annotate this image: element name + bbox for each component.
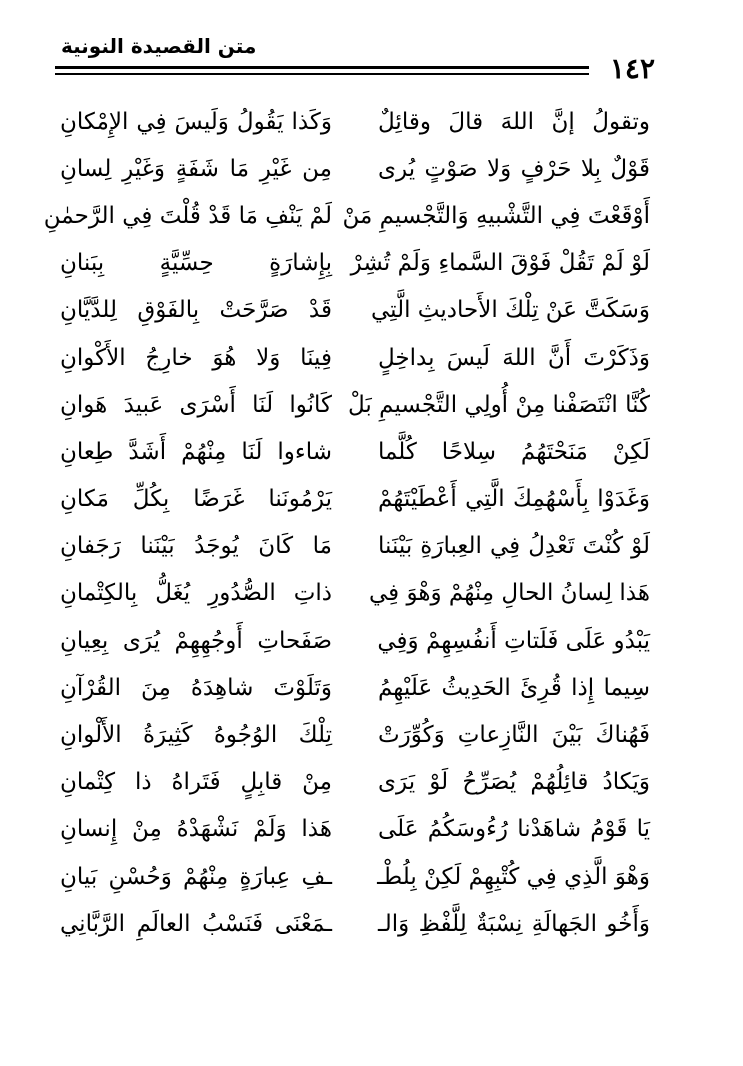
verse-row xyxy=(43,192,650,239)
verse-second-hemistich: بِإِشارَةٍ حِسِّيَّةٍ بِبَنانِ xyxy=(60,250,332,277)
verse-row xyxy=(60,145,650,192)
verse-first-hemistich: أَوْقَعْتَ فِي التَّشْبيهِ وَالتَّجْسيمِ مَنْ xyxy=(342,202,650,229)
verse-first-hemistich: وَهْوَ الَّذِي فِي كُتْبِهِمْ لَكِنْ بِلُطْـ xyxy=(377,863,650,890)
verse-row xyxy=(60,570,650,617)
verse-second-hemistich: هَذا وَلَمْ نَشْهَدْهُ مِنْ إِنسانِ xyxy=(60,816,332,843)
verse-first-hemistich: وَذَكَرْتَ أَنَّ اللهَ لَيسَ بِداخِلٍ xyxy=(378,344,650,371)
verse-first-hemistich: قَوْلٌ بِلا حَرْفٍ وَلا صَوْتٍ يُرى xyxy=(378,155,650,182)
verse-second-hemistich: لَمْ يَنْفِ مَا قَدْ قُلْتَ فِي الرَّحمٰنِ xyxy=(43,202,332,229)
verse-row xyxy=(60,523,650,570)
verse-second-hemistich: ـفِ عِبارَةٍ مِنْهُمْ وَحُسْنِ بَيانِ xyxy=(60,863,332,890)
verse-row xyxy=(60,759,650,806)
verse-first-hemistich: وَغَدَوْا بِأَسْهُمِكَ الَّتِي أَعْطَيْتَهُمْ xyxy=(378,486,650,513)
verse-row xyxy=(60,853,650,900)
verse-first-hemistich: كُنَّا انْتَصَفْنا مِنْ أُولِي التَّجْسيمِ بَلْ xyxy=(348,391,650,418)
verse-first-hemistich: وتقولُ إنَّ اللهَ قالَ وقائِلٌ xyxy=(378,108,650,135)
verse-first-hemistich: لَوْ لَمْ تَقُلْ فَوْقَ السَّماءِ وَلَمْ تُشِرْ xyxy=(350,250,650,277)
verse-row xyxy=(60,240,650,287)
verse-second-hemistich: مِنْ قابِلٍ فَتَراهُ ذا كِتْمانِ xyxy=(60,769,332,796)
verse-first-hemistich: يَا قَوْمُ شاهَدْنا رُءُوسَكُمُ عَلَى xyxy=(378,816,650,843)
verse-row xyxy=(60,806,650,853)
verse-second-hemistich: ذاتِ الصُّدُورِ يُغَلُّ بِالكِتْمانِ xyxy=(60,580,332,607)
verse-second-hemistich: كَانُوا لَنَا أَسْرَى عَبيدَ هَوانِ xyxy=(60,391,332,418)
verse-first-hemistich: هَذا لِسانُ الحالِ مِنْهُمْ وَهْوَ فِي xyxy=(369,580,650,607)
verse-row xyxy=(60,98,650,145)
verse-row xyxy=(60,900,650,947)
header-rule-bottom xyxy=(55,73,589,75)
page-header xyxy=(55,28,655,84)
verse-row xyxy=(60,476,650,523)
verse-first-hemistich: لَكِنْ مَنَحْتَهُمُ سِلاحًا كُلَّما xyxy=(378,438,650,465)
verse-first-hemistich: سِيما إِذا قُرِئَ الحَدِيثُ عَلَيْهِمُ xyxy=(378,674,650,701)
verse-first-hemistich: وَسَكَتَّ عَنْ تِلْكَ الأَحاديثِ الَّتِي xyxy=(370,297,650,324)
verse-second-hemistich: تِلْكَ الوُجُوهُ كَثِيرَةُ الأَلْوانِ xyxy=(60,722,332,749)
verse-row xyxy=(60,334,650,381)
verse-row xyxy=(60,617,650,664)
page-number: ١٤٢ xyxy=(609,52,655,85)
verse-row xyxy=(60,287,650,334)
running-title: متن القصيدة النونية xyxy=(61,34,257,58)
verse-first-hemistich: وَيَكادُ قائِلُهُمْ يُصَرِّحُ لَوْ يَرَى xyxy=(378,769,650,796)
poem-verses xyxy=(43,98,650,947)
verse-second-hemistich: شاءوا لَنَا مِنْهُمْ أَشَدَّ طِعانِ xyxy=(60,438,332,465)
verse-row xyxy=(60,711,650,758)
verse-second-hemistich: قَدْ صَرَّحَتْ بِالفَوْقِ لِلدَّيَّانِ xyxy=(60,297,332,324)
verse-second-hemistich: صَفَحاتِ أَوجُهِهِمْ يُرَى بِعِيانِ xyxy=(60,627,332,654)
verse-first-hemistich: لَوْ كُنْتَ تَعْدِلُ فِي العِبارَةِ بَيْنَنا xyxy=(378,533,650,560)
verse-second-hemistich: فِينَا وَلا هُوَ خارِجُ الأَكْوانِ xyxy=(60,344,332,371)
header-rule-top xyxy=(55,66,589,69)
verse-second-hemistich: وَتَلَوْتَ شاهِدَهُ مِنَ القُرْآنِ xyxy=(60,674,332,701)
verse-first-hemistich: وَأَخُو الجَهالَةِ نِسْبَةٌ لِلَّفْظِ وَالـ xyxy=(378,910,650,937)
verse-first-hemistich: يَبْدُو عَلَى فَلَتاتِ أَنفُسِهِمْ وَفِي xyxy=(377,627,650,654)
verse-first-hemistich: فَهُناكَ بَيْنَ النَّازِعاتِ وَكُوِّرَتْ xyxy=(378,722,650,749)
verse-second-hemistich: ـمَعْنَى فَنَسْبُ العالَمِ الرَّبَّانِي xyxy=(60,910,332,937)
verse-second-hemistich: مِن غَيْرِ مَا شَفَةٍ وَغَيْرِ لِسانِ xyxy=(60,155,332,182)
verse-row xyxy=(60,664,650,711)
verse-second-hemistich: يَرْمُونَنا غَرَضًا بِكُلِّ مَكانِ xyxy=(60,486,332,513)
verse-second-hemistich: مَا كَانَ يُوجَدُ بَيْنَنا رَجَفانِ xyxy=(60,533,332,560)
verse-row xyxy=(60,428,650,475)
verse-row xyxy=(60,381,650,428)
verse-second-hemistich: وَكَذا يَقُولُ وَلَيسَ فِي الإِمْكانِ xyxy=(60,108,332,135)
